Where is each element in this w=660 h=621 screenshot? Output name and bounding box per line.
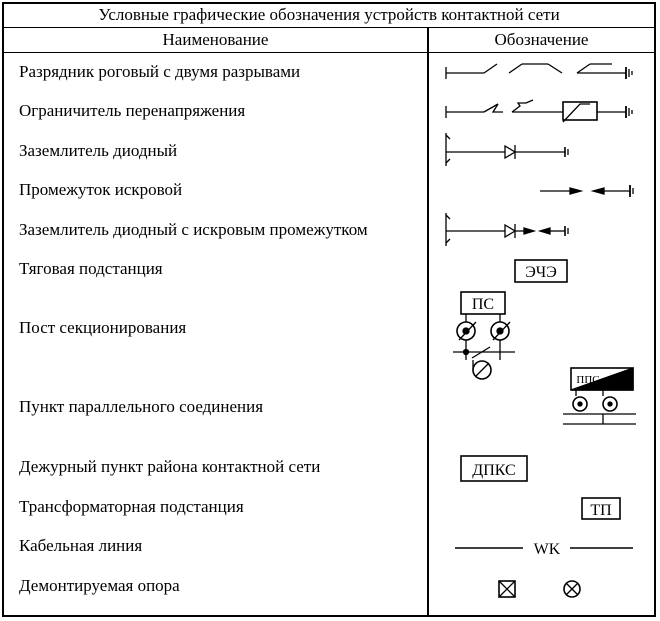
spark-gap-icon	[540, 185, 633, 197]
row-name: Тяговая подстанция	[19, 259, 163, 278]
row-name: Разрядник роговый с двумя разрывами	[19, 62, 301, 81]
row-name: Пункт параллельного соединения	[19, 397, 264, 416]
traction-substation-icon	[515, 260, 567, 282]
diode-grounder-icon	[446, 133, 568, 166]
row-name: Трансформаторная подстанция	[19, 497, 244, 516]
cable-line-icon	[455, 541, 633, 558]
table-title: Условные графические обозначения устройств контактной сети	[98, 5, 560, 24]
row-name: Пост секционирования	[19, 318, 187, 337]
dismountable-support-icon	[499, 581, 580, 597]
parallel-connection-point-code: ППС	[576, 374, 600, 386]
column-header-symbol: Обозначение	[494, 30, 589, 49]
row-name: Кабельная линия	[19, 536, 143, 555]
diode-grounder-spark-gap-icon	[446, 213, 568, 246]
transformer-substation-code: ТП	[590, 502, 612, 519]
row-name: Промежуток искровой	[19, 180, 183, 199]
row-name: Ограничитель перенапряжения	[19, 101, 246, 120]
cable-line-code: WK	[533, 541, 561, 558]
duty-point-icon	[461, 456, 527, 481]
transformer-substation-icon	[582, 498, 620, 519]
column-header-name: Наименование	[162, 30, 269, 49]
sectioning-post-code: ПС	[471, 296, 495, 313]
traction-substation-code: ЭЧЭ	[525, 264, 557, 281]
row-name: Заземлитель диодный с искровым промежутком	[19, 220, 368, 239]
row-name: Демонтируемая опора	[19, 576, 180, 595]
horn-arrester-icon	[446, 64, 632, 79]
parallel-connection-point-icon	[563, 368, 636, 424]
row-name: Дежурный пункт района контактной сети	[19, 457, 321, 476]
surge-limiter-icon	[446, 100, 632, 122]
duty-point-code: ДПКС	[472, 462, 516, 479]
sectioning-post-icon	[453, 292, 515, 379]
row-name: Заземлитель диодный	[19, 141, 178, 160]
